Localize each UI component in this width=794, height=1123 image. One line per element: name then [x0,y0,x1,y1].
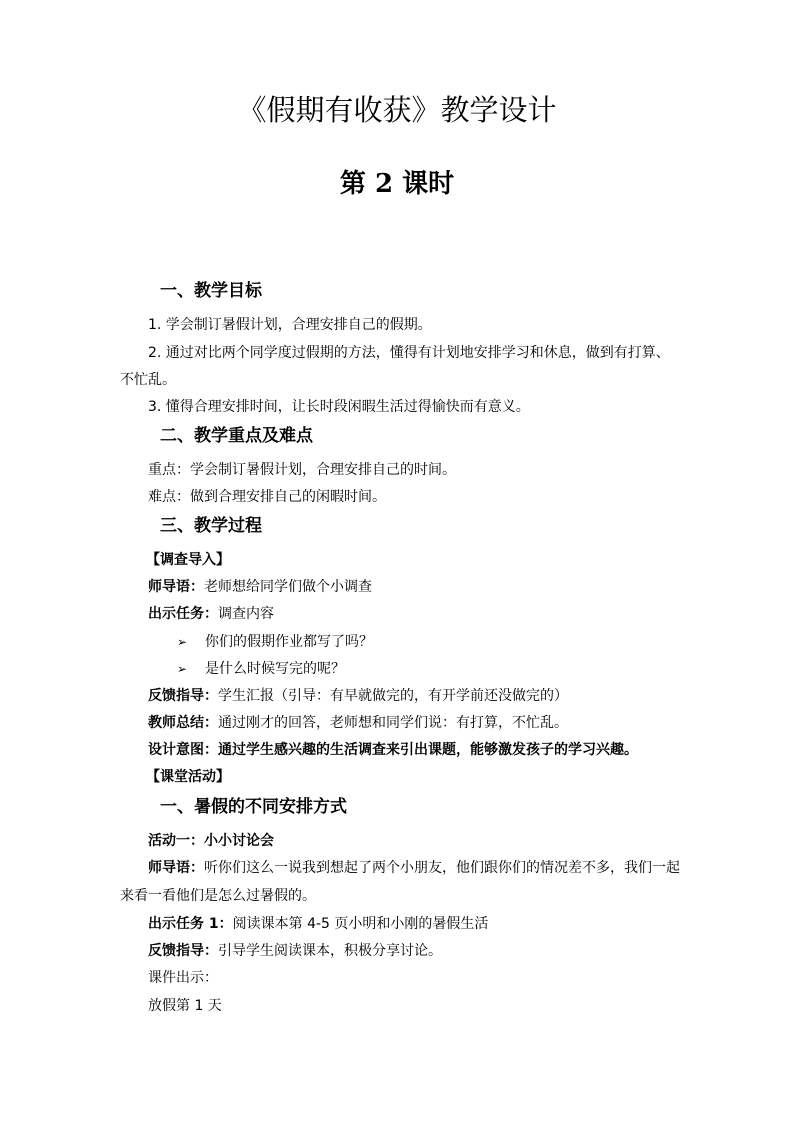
section-heading-process: 三、教学过程 [160,516,262,536]
task-text-1: 调查内容 [218,606,274,622]
arrow-bullet-icon: ➢ [177,635,188,649]
section-heading-key-points: 二、教学重点及难点 [160,426,313,446]
section-heading-goals: 一、教学目标 [160,281,262,301]
goal-item-2: 2. 通过对比两个同学度过假期的方法，懂得有计划地安排学习和休息，做到有打算、 [148,345,670,361]
feedback-line-2 [148,941,442,961]
task-label-1: 出示任务： [148,606,218,622]
survey-question-1: 你们的假期作业都写了吗？ [205,634,373,650]
feedback-line-1 [148,686,568,706]
survey-question-2: 是什么时候写完的呢？ [205,661,345,677]
teacher-intro-text-2-continued: 来看一看他们是怎么过暑假的。 [120,888,316,904]
design-intent-label: 设计意图： [148,742,218,758]
design-intent-line [148,740,638,760]
goal-item-3: 3. 懂得合理安排时间，让长时段闲暇生活过得愉快而有意义。 [148,399,530,415]
task-label-2: 出示任务 1： [148,916,233,932]
teacher-intro-line-2 [148,858,680,878]
courseware-label: 课件出示： [148,970,218,986]
teacher-intro-text-2: 听你们这么一说我到想起了两个小朋友，他们跟你们的情况差不多，我们一起 [204,860,680,876]
goal-item-1: 1. 学会制订暑假计划，合理安排自己的假期。 [148,317,432,333]
teacher-intro-label-2: 师导语： [148,860,204,876]
subsection-class-activity: 【课堂活动】 [146,769,230,785]
vacation-day-1: 放假第 1 天 [148,998,222,1014]
teacher-intro-text: 老师想给同学们做个小调查 [204,579,372,595]
feedback-text-1: 学生汇报（引导：有早就做完的，有开学前还没做完的） [218,688,568,704]
document-title: 《假期有收获》教学设计 [237,93,557,127]
part-heading-arrangements: 一、暑假的不同安排方式 [160,797,347,817]
teacher-summary-text: 通过刚才的回答，老师想和同学们说：有打算，不忙乱。 [218,715,568,731]
lesson-subtitle: 第 2 课时 [339,169,455,199]
teacher-summary-line [148,713,568,733]
teacher-intro-line [148,577,372,597]
feedback-label-1: 反馈指导： [148,688,218,704]
key-point-text: 重点：学会制订暑假计划，合理安排自己的时间。 [148,462,456,478]
subsection-survey-intro: 【调查导入】 [146,552,230,568]
feedback-text-2: 引导学生阅读课本，积极分享讨论。 [218,943,442,959]
arrow-bullet-icon: ➢ [177,662,188,676]
task-line-1 [148,604,274,624]
activity-one-title: 活动一：小小讨论会 [148,833,274,849]
difficult-point-text: 难点：做到合理安排自己的闲暇时间。 [148,489,386,505]
task-text-2: 阅读课本第 4-5 页小明和小刚的暑假生活 [232,916,489,932]
feedback-label-2: 反馈指导： [148,943,218,959]
teacher-intro-label: 师导语： [148,579,204,595]
teacher-summary-label: 教师总结： [148,715,218,731]
design-intent-text: 通过学生感兴趣的生活调查来引出课题，能够激发孩子的学习兴趣。 [218,742,638,758]
goal-item-2-continued: 不忙乱。 [120,372,176,388]
task-line-2 [148,914,488,934]
